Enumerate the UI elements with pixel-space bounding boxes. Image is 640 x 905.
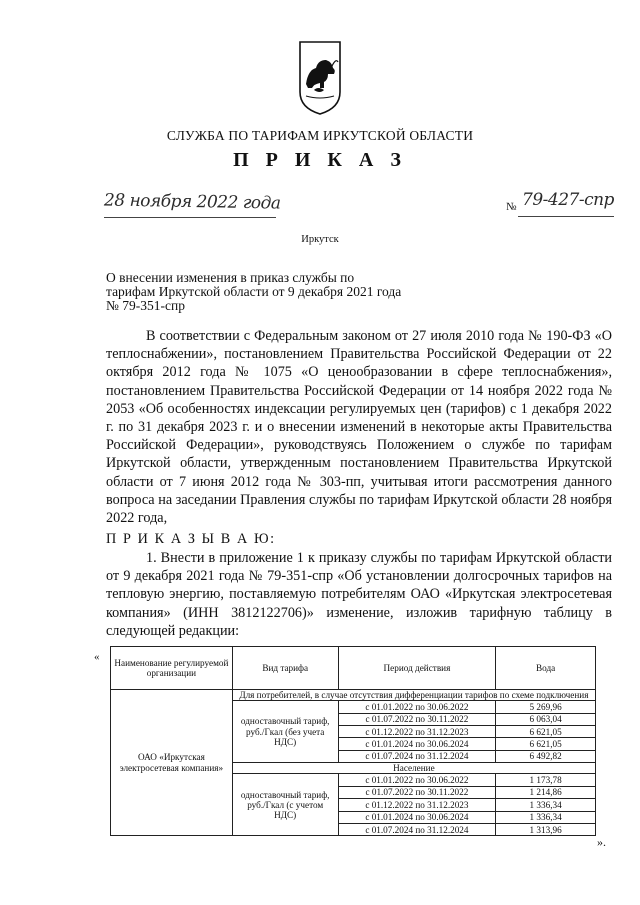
group-title: Население (232, 763, 595, 774)
group-title: Для потребителей, в случае отсутствия дифференциации тарифов по схеме подключения (232, 690, 595, 701)
value-cell: 1 336,34 (496, 811, 596, 823)
document-date: 28 ноября 2022 года (103, 190, 281, 214)
document-subject: О внесении изменения в приказ службы по тарифам Иркутской области от 9 декабря 2021 года № 79-351-спр (106, 270, 402, 313)
value-cell: 6 621,05 (496, 738, 596, 750)
group-title-row (111, 690, 596, 701)
header-organization: Наименование регулируемой организации (111, 647, 233, 690)
period-cell: с 01.07.2024 по 31.12.2024 (338, 823, 496, 835)
value-cell: 1 336,34 (496, 799, 596, 811)
period-cell: с 01.12.2022 по 31.12.2023 (338, 799, 496, 811)
value-cell: 6 492,82 (496, 750, 596, 762)
number-underline (518, 216, 614, 217)
value-cell: 6 621,05 (496, 725, 596, 737)
organization-cell: ОАО «Иркутская электросетевая компания» (111, 690, 233, 836)
period-cell: с 01.12.2022 по 31.12.2023 (338, 725, 496, 737)
order-paragraph-1: 1. Внести в приложение 1 к приказу службы по тарифам Иркутской области от 9 декабря 2021 года № 79-351-спр «Об установлении долгосрочных тарифов на тепловую энергию, поставляемую потребителям ОАО «Иркутская электросетевая компания» (ИНН 3812122706)» изменение, изложив тарифную таблицу в следующей редакции: (106, 550, 612, 639)
quote-close: ». (597, 835, 606, 849)
coat-of-arms-icon (298, 40, 342, 116)
header-water: Вода (496, 647, 596, 690)
quote-open: « (94, 651, 100, 663)
period-cell: с 01.01.2024 по 30.06.2024 (338, 811, 496, 823)
header-period: Период действия (338, 647, 496, 690)
document-number: 79-427-спр (522, 190, 614, 210)
order-word: П Р И К А З Ы В А Ю: (106, 531, 276, 547)
value-cell: 1 313,96 (496, 823, 596, 835)
agency-name: СЛУЖБА ПО ТАРИФАМ ИРКУТСКОЙ ОБЛАСТИ (166, 128, 474, 143)
period-cell: с 01.07.2022 по 30.11.2022 (338, 786, 496, 798)
period-cell: с 01.01.2024 по 30.06.2024 (338, 738, 496, 750)
document-type: П Р И К А З (233, 149, 407, 171)
period-cell: с 01.07.2022 по 30.11.2022 (338, 713, 496, 725)
city: Иркутск (301, 234, 339, 245)
tariff-table (110, 646, 596, 836)
value-cell: 6 063,04 (496, 713, 596, 725)
period-cell: с 01.07.2024 по 31.12.2024 (338, 750, 496, 762)
period-cell: с 01.01.2022 по 30.06.2022 (338, 774, 496, 786)
table-header-row (111, 647, 596, 690)
value-cell: 5 269,96 (496, 701, 596, 713)
tariff-type-cell: одноставочный тариф, руб./Гкал (без учета НДС) (232, 701, 338, 763)
date-underline (104, 217, 276, 218)
tariff-type-cell: одноставочный тариф, руб./Гкал (с учетом НДС) (232, 774, 338, 836)
value-cell: 1 214,86 (496, 786, 596, 798)
header-tariff-type: Вид тарифа (232, 647, 338, 690)
period-cell: с 01.01.2022 по 30.06.2022 (338, 701, 496, 713)
value-cell: 1 173,78 (496, 774, 596, 786)
preamble-paragraph: В соответствии с Федеральным законом от 27 июля 2010 года № 190-ФЗ «О теплоснабжении», постановлением Правительства Российской Федерации от 22 октября 2012 года № 1075 «О ценообразовании в сфере теплоснабжения», постановлением Правительства Российской Федерации от 14 ноября 2022 года № 2053 «Об особенностях индексации регулируемых цен (тарифов) с 1 декабря 2022 г. по 31 декабря 2023 г. и о внесении изменений в некоторые акты Правительства Российской Федерации», руководствуясь Положением о службе по тарифам Иркутской области, утвержденным постановлением Правительства Иркутской области от 7 июня 2012 года № 303-пп, учитывая итоги рассмотрения данного вопроса на заседании Правления службы по тарифам Иркутской области 28 ноября 2022 года, (106, 328, 612, 527)
number-prefix: № (506, 201, 517, 213)
